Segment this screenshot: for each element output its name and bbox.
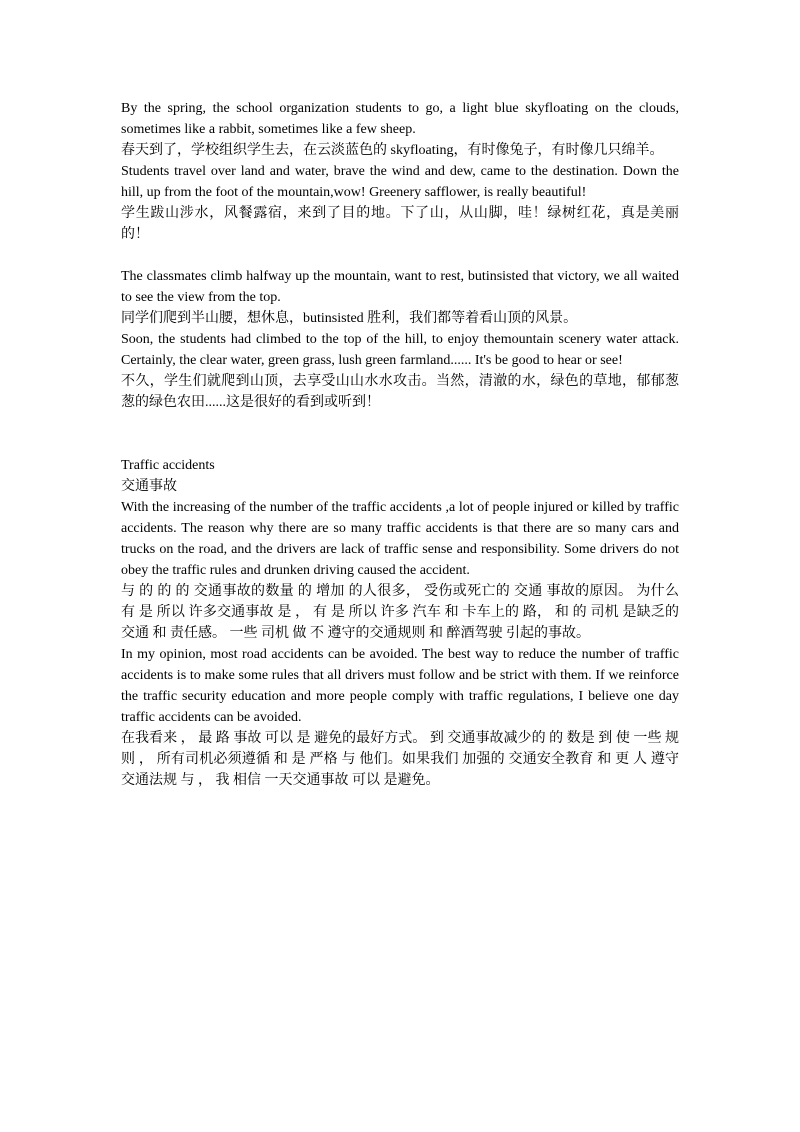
paragraph-climb-en: The classmates climb halfway up the mountain, want to rest, butinsisted that victory, we all waited to see the view from the top. xyxy=(121,269,679,305)
paragraph-traffic-opinion-zh: 在我看来 ， 最 路 事故 可以 是 避免的最好方式。 到 交通事故减少的 的 数是 到 使 一些 规则 ， 所有司机必须遵循 和 是 严格 与 他们。如果我们 加强的 交通安全教育 和 更 人 遵守交通法规 与 ， 我 相信 一天交通事故 可以 是避免。 xyxy=(121,731,679,788)
paragraph-traffic-opinion-en: In my opinion, most road accidents can be avoided. The best way to reduce the number of traffic accidents is to make some rules that all drivers must follow and be strict with them. If we reinforce the traffic security education and more people comply with traffic regulations, I believe one day traffic accidents can be avoided. xyxy=(121,647,679,725)
blank-line xyxy=(121,413,679,455)
paragraph-traffic-reason-en: With the increasing of the number of the traffic accidents ,a lot of people injured or killed by traffic accidents. The reason why there are so many traffic accidents is that there are so many cars and trucks on the road, and the drivers are lack of traffic sense and responsibility. Some drivers do not obey the traffic rules and drunken driving caused the accident. xyxy=(121,500,679,578)
paragraph-spring-en: By the spring, the school organization students to go, a light blue skyfloating on the clouds, sometimes like a rabbit, sometimes like a few sheep. xyxy=(121,101,679,137)
section-title-en: Traffic accidents xyxy=(121,458,215,473)
paragraph-top-zh: 不久，学生们就爬到山顶，去享受山山水水攻击。当然，清澈的水，绿色的草地，郁郁葱葱的绿色农田......这是很好的看到或听到！ xyxy=(121,374,679,410)
paragraph-climb-zh: 同学们爬到半山腰，想休息，butinsisted 胜利，我们都等着看山顶的风景。 xyxy=(121,311,578,326)
paragraph-top-en: Soon, the students had climbed to the top of the hill, to enjoy themountain scenery water attack. Certainly, the clear water, green grass, lush green farmland...... It's be good to hear or see! xyxy=(121,332,679,368)
document-page xyxy=(121,98,679,791)
section-title-zh: 交通事故 xyxy=(121,479,177,494)
paragraph-spring-zh: 春天到了，学校组织学生去，在云淡蓝色的 skyfloating，有时像兔子，有时像几只绵羊。 xyxy=(121,143,664,158)
blank-line xyxy=(121,245,679,266)
paragraph-traffic-reason-zh: 与 的 的 的 交通事故的数量 的 增加 的人很多， 受伤或死亡的 交通 事故的原因。 为什么 有 是 所以 许多交通事故 是 ， 有 是 所以 许多 汽车 和 卡车上的 路， 和 的 司机 是缺乏的 交通 和 责任感。 一些 司机 做 不 遵守的交通规则 和 醉酒驾驶 引起的事故。 xyxy=(121,584,679,641)
paragraph-travel-zh: 学生跋山涉水，风餐露宿，来到了目的地。下了山，从山脚，哇！绿树红花，真是美丽的！ xyxy=(121,206,679,242)
paragraph-travel-en: Students travel over land and water, brave the wind and dew, came to the destination. Down the hill, up from the foot of the mountain,wow! Greenery safflower, is really beautiful! xyxy=(121,164,679,200)
